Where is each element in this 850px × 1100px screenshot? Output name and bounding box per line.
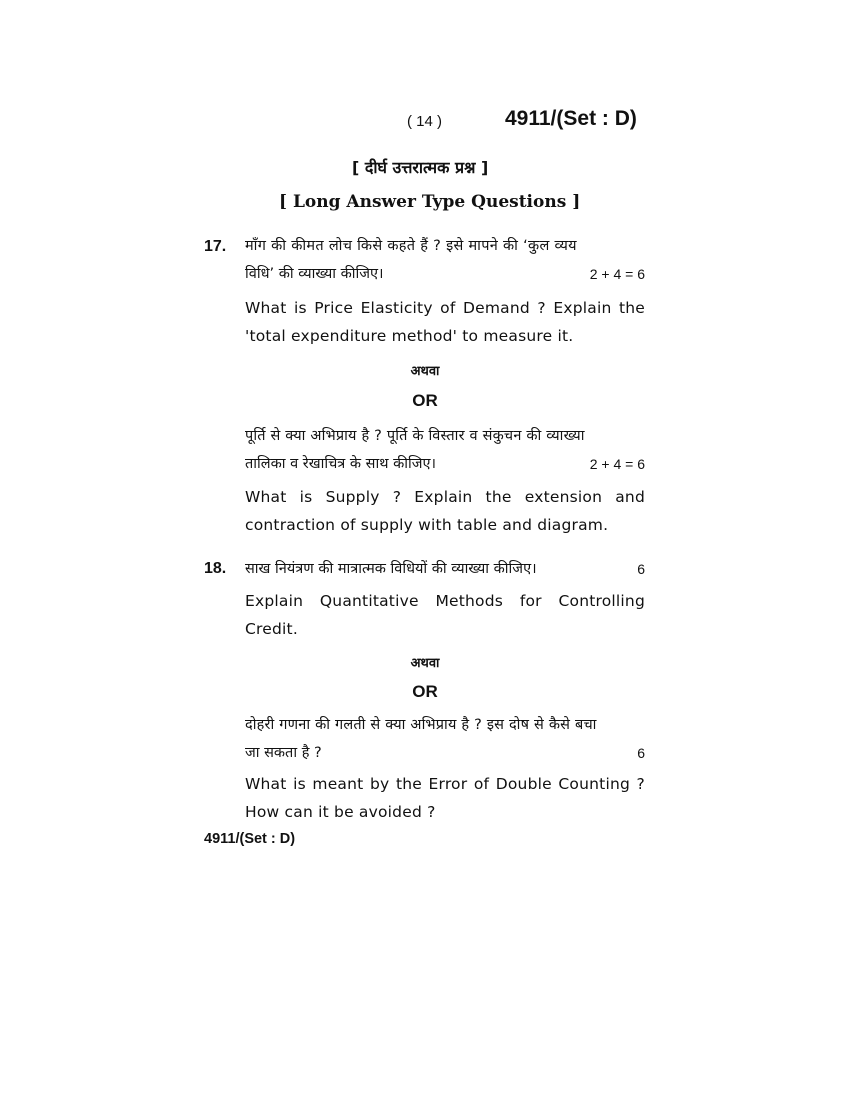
question-18-hindi [245, 555, 645, 583]
question-17-english: What is Price Elasticity of Demand ? Explain the 'total expenditure method' to measure it. [245, 299, 645, 345]
question-18-hindi-line-1-text: साख नियंत्रण की मात्रात्मक विधियों की व्याख्या कीजिए। [245, 561, 537, 577]
question-18-alt-hindi-line-1: दोहरी गणना की गलती से क्या अभिप्राय है ? इस दोष से कैसे बचा [245, 717, 597, 733]
question-18-english: Explain Quantitative Methods for Controlling Credit. [245, 592, 645, 638]
question-18-alt-marks: 6 [637, 745, 645, 761]
question-18-alt-hindi-line-2 [245, 739, 645, 767]
question-18-marks: 6 [637, 561, 645, 577]
question-17-or-english: OR [412, 391, 438, 410]
question-17-number: 17. [204, 238, 227, 255]
section-title-english: [ Long Answer Type Questions ] [279, 192, 581, 212]
section-title-hindi: [ दीर्घ उत्तरात्मक प्रश्न ] [352, 158, 489, 177]
question-18-alt-hindi [245, 711, 645, 767]
question-18-alt-hindi-line-2-text: जा सकता है ? [245, 745, 322, 761]
question-18-alt-english: What is meant by the Error of Double Counting ? How can it be avoided ? [245, 775, 645, 821]
question-17-hindi-line-1: माँग की कीमत लोच किसे कहते हैं ? इसे मापने की ‘कुल व्यय [245, 238, 577, 254]
question-17-alt-english: What is Supply ? Explain the extension and contraction of supply with table and diagram. [245, 488, 645, 534]
question-18-hindi-line-1 [245, 555, 645, 583]
question-17-alt-hindi-line-2-text: तालिका व रेखाचित्र के साथ कीजिए। [245, 456, 436, 472]
paper-code-header: 4911/(Set : D) [505, 107, 637, 130]
question-17-or-hindi: अथवा [410, 364, 440, 379]
question-18-number: 18. [204, 560, 227, 577]
question-17-hindi-line-2-text: विधि’ की व्याख्या कीजिए। [245, 266, 384, 282]
question-17-alt-hindi-line-2 [245, 450, 645, 478]
question-18-or-hindi: अथवा [410, 656, 440, 671]
question-17-alt-marks: 2 + 4 = 6 [589, 456, 645, 472]
page-number: ( 14 ) [407, 113, 443, 130]
question-18-or-english: OR [412, 682, 438, 701]
question-17-marks: 2 + 4 = 6 [589, 266, 645, 282]
question-17-alt-hindi [245, 422, 645, 478]
question-17-hindi [245, 232, 645, 288]
question-17-alt-hindi-line-1: पूर्ति से क्या अभिप्राय है ? पूर्ति के विस्तार व संकुचन की व्याख्या [245, 428, 585, 444]
paper-code-footer: 4911/(Set : D) [204, 831, 296, 847]
question-17-hindi-line-2 [245, 260, 645, 288]
